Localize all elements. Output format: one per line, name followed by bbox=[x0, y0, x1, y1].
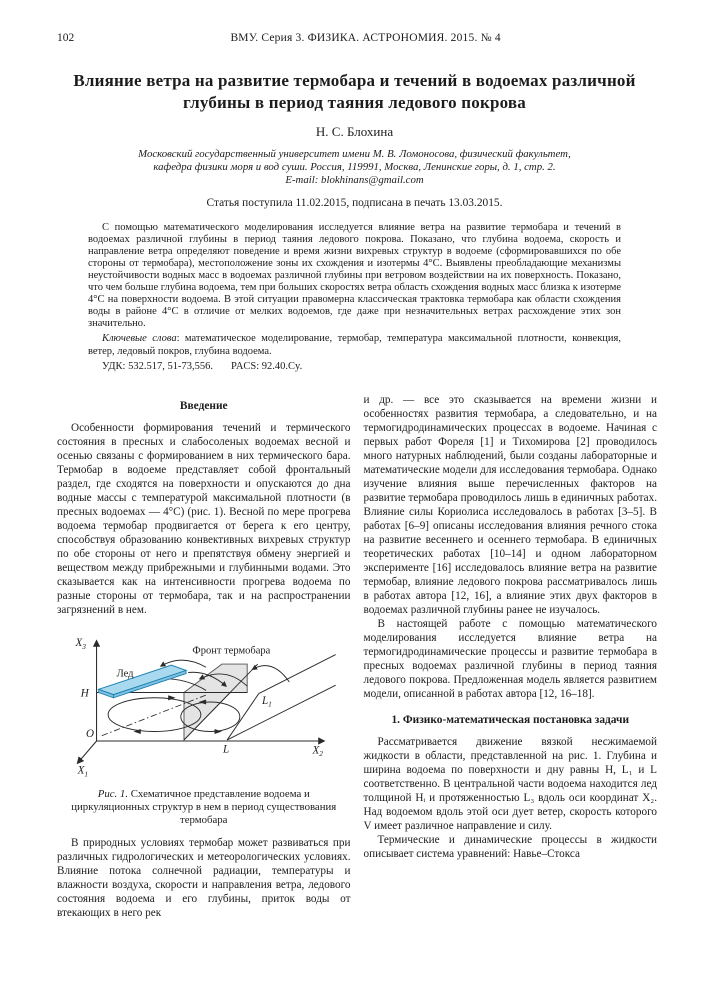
article-title: Влияние ветра на развитие термобара и течений в водоемах различной глубины в период таяния ледового покрова bbox=[73, 71, 636, 112]
journal-title: ВМУ. Серия 3. ФИЗИКА. АСТРОНОМИЯ. 2015. № 4 bbox=[230, 32, 501, 44]
two-column-body bbox=[57, 393, 657, 920]
affiliation-line-2: кафедра физики моря и вод суши. Россия, 119991, Москва, Ленинские горы, д. 1, стр. 2. bbox=[153, 161, 556, 174]
section-heading-introduction: Введение bbox=[179, 399, 228, 412]
axis-x1 bbox=[77, 741, 96, 763]
page-number: 102 bbox=[57, 32, 75, 44]
axis-label-x3: $X_3$ bbox=[75, 636, 86, 651]
air-flow-arrow-far-right bbox=[252, 665, 289, 681]
point-label-h: H bbox=[80, 687, 89, 700]
pacs-code: PACS: 92.40.Cy. bbox=[230, 360, 303, 372]
classification-codes bbox=[88, 361, 621, 373]
affiliation-line-1: Московский государственный университет имени М. В. Ломоносова, физический факультет, bbox=[138, 148, 571, 160]
point-label-o: O bbox=[85, 727, 94, 740]
intro-paragraph-2: В природных условиях термобар может развиваться при различных гидрологических и метеорологических условиях. Влияние потока солнечной радиации, температуры и влажности воздуха, скорости и направления ветра, ледового состояния водоема и его глубины, приток воды от втекающих в него рек bbox=[57, 836, 351, 919]
affiliation bbox=[0, 148, 709, 188]
figure-1-caption-label: Рис. 1. bbox=[97, 787, 129, 800]
author-name: Н. С. Блохина bbox=[315, 124, 394, 139]
section-heading-1: 1. Физико-математическая постановка задачи bbox=[391, 713, 630, 726]
received-dates: Статья поступила 11.02.2015, подписана в печать 13.03.2015. bbox=[206, 196, 503, 209]
keywords bbox=[88, 333, 621, 357]
abstract: С помощью математического моделирования исследуется влияние ветра на развитие термобара и течений в водоемах различной глубины в период таяния ледового покрова. Показано, что глубина водоема, скорость и направление ветра определяют поведение и время жизни вихревых структур в водоеме (сформировавшихся по обе стороны от термобара), местоположение зоны их схождения и изотермы 4°С. Выявлены преобладающие механизмы неустойчивости водных масс в водоемах различной глубины при ветровом воздействии на их поверхность. Показано, что чем больше глубина водоема, тем при больших скоростях ветра область схождения водных масс близка к изотерме 4°С на поверхности водоема. В этой ситуации правомерна классическая трактовка термобара как области схождения воды в районе 4°С в отличие от мелких водоемов, где даже при незначительных ветрах расхождение этих зон значительно. bbox=[88, 221, 621, 330]
section1-paragraph-1: Рассматривается движение вязкой несжимаемой жидкости в области, представленной на рис. 1. Глубина и ширина водоема по поверхности и дну равны H, L₁ и L соответственно. В центральной части водоема находится лед толщиной Hᵢ и протяженностью L₃ вдоль оси координат X₂. Над водоемом вдоль этой оси дует ветер, скорость которого V имеет различное направление и силу. bbox=[363, 735, 657, 832]
ice-slab-top bbox=[98, 665, 185, 694]
figure-1-caption-text: Схематичное представление водоема и циркуляционных структур в нем в период существования термобара bbox=[71, 787, 337, 826]
figure-1-caption bbox=[63, 788, 345, 827]
keywords-text: : математическое моделирование, термобар, температура максимальной плотности, конвекция, ветер, ледовый покров, глубина водоема. bbox=[88, 333, 621, 357]
right-column bbox=[364, 393, 658, 920]
point-label-l: L bbox=[222, 743, 229, 756]
section1-paragraph-2: Термические и динамические процессы в жидкости описывает система уравнений: Навье–Стокса bbox=[363, 833, 657, 860]
ice-label: Лед bbox=[116, 668, 134, 680]
email-line: E-mail: blokhinans@gmail.com bbox=[285, 174, 424, 187]
far-shore-line-lower bbox=[227, 685, 336, 740]
keywords-label: Ключевые слова bbox=[102, 333, 177, 345]
right-paragraph-2: В настоящей работе с помощью математического моделирования исследуется влияние ветра на термогидродинамические процессы и развитие термобара в пресных водоемах различной глубины в период таяния ледового покрова. Предложенная модель является развитием модели, описанной в работах автора [12, 16–18]. bbox=[363, 617, 657, 700]
intro-paragraph-1: Особенности формирования течений и термического состояния в пресных и слабосоленых водоемах весной и осенью связаны с формированием в них термического бара. Термобар в водоеме представляет собой фронтальный раздел, где сходятся на поверхности и опускаются до дна водные массы с температурой максимальной плотности (в пресных водоемах — 4°С) (рис. 1). Весной по мере прогрева водоема термобар продвигается от берега к его центру, способствуя образованию конвективных вихревых структур по обе стороны от него и препятствуя обмену энергией и веществом между прибрежными и глубинными водами. Это сказывается как на интенсивности прогрева водоема по разные стороны от термобара, так и на распространении загрязнений в нем. bbox=[57, 421, 351, 616]
figure-1 bbox=[57, 627, 351, 781]
axis-label-x1: $X_1$ bbox=[77, 764, 88, 777]
far-shore-line-upper bbox=[259, 654, 336, 693]
thermobar-front-label: Фронт термобара bbox=[192, 645, 271, 657]
right-paragraph-1: и др. — все это сказывается на времени жизни и особенностях развития термобара, а следовательно, и на термогидродинамических процессах в водоеме. Начиная с первых работ Фореля [1] и Тихомирова [2] проводилось много натурных наблюдений, были созданы лабораторные и математические модели для исследования термобара. Однако изучение влияния выше перечисленных факторов на развитие термобара проводилось лишь в единичных работах. Влияние силы Кориолиса исследовалось в работах [3–5]. В работах [6–9] описаны исследования влияния речного стока на развитие весеннего и осеннего термобара. В единичных теоретических работах [10–14] и одном лабораторном эксперименте [16] исследовалось влияние ветра на развитие термобар, влияние ледового покрова рассматривалось лишь в работах автора [12, 16], а влияние этих двух факторов в водоемах различной глубины ранее не изучалось. bbox=[363, 393, 657, 616]
basin-end-edge bbox=[227, 693, 259, 739]
right-cell-arrow-bottom bbox=[214, 729, 221, 734]
point-label-l1: $L_1$ bbox=[261, 694, 272, 709]
running-header bbox=[57, 32, 657, 44]
lake-schematic-diagram bbox=[66, 627, 342, 777]
axis-label-x2: $X_2$ bbox=[312, 744, 323, 758]
left-column bbox=[57, 393, 351, 920]
udk-code: УДК: 532.517, 51-73,556. bbox=[102, 360, 213, 372]
